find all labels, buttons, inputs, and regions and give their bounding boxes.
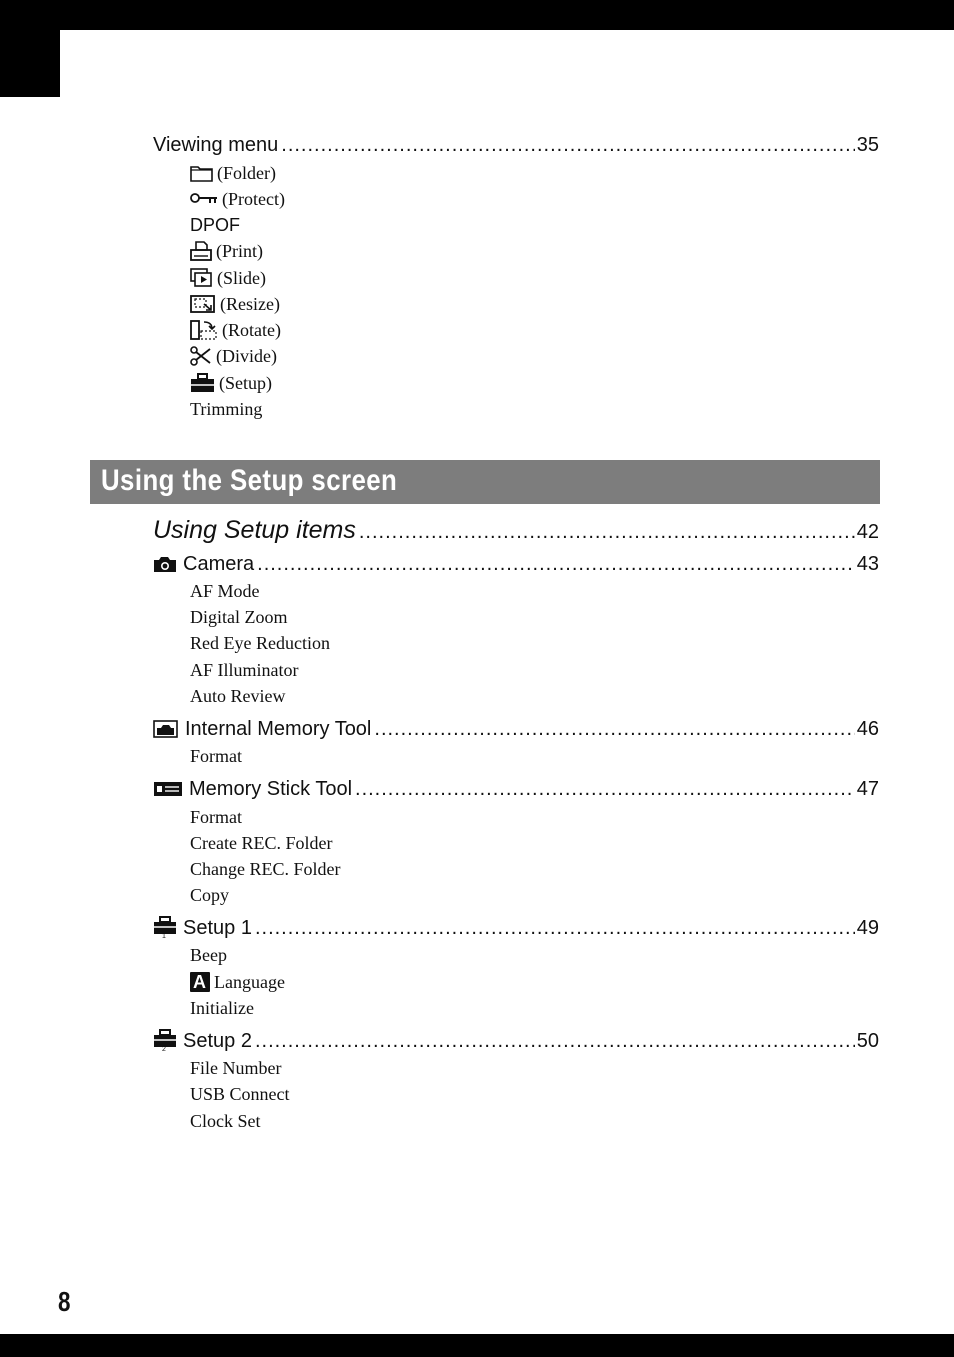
sub-item-label: (Print) bbox=[216, 241, 263, 261]
sub-item-label: Create REC. Folder bbox=[190, 833, 333, 853]
sub-item-label: Change REC. Folder bbox=[190, 859, 341, 879]
sub-item-af-mode[interactable] bbox=[190, 580, 260, 602]
sub-item-clock-set[interactable] bbox=[190, 1110, 261, 1132]
print-icon bbox=[190, 241, 212, 261]
scissors-icon bbox=[190, 346, 212, 366]
sub-item-digital-zoom[interactable] bbox=[190, 606, 288, 628]
toc-page: 43 bbox=[856, 553, 879, 575]
sub-item-slide[interactable] bbox=[190, 267, 266, 289]
toc-page: 47 bbox=[856, 778, 879, 800]
sub-item-print[interactable] bbox=[190, 240, 263, 262]
key-icon bbox=[190, 192, 218, 206]
sub-item-folder[interactable] bbox=[190, 162, 276, 184]
sub-item-create-rec-folder[interactable] bbox=[190, 832, 332, 854]
toc-viewing-menu[interactable] bbox=[153, 133, 879, 157]
sub-item-resize[interactable] bbox=[190, 293, 280, 315]
rotate-icon bbox=[190, 319, 218, 341]
sub-item-label: Red Eye Reduction bbox=[190, 633, 330, 653]
sub-item-label: File Number bbox=[190, 1058, 282, 1078]
toc-page: 46 bbox=[856, 718, 879, 740]
sub-item-rotate[interactable] bbox=[190, 319, 281, 341]
toc-page: 50 bbox=[856, 1030, 879, 1052]
toc-page: 42 bbox=[856, 521, 879, 543]
toc-memory-stick-tool[interactable] bbox=[153, 777, 879, 801]
resize-icon bbox=[190, 294, 216, 314]
sub-item-label: Clock Set bbox=[190, 1111, 261, 1131]
toc-label: Setup 2 bbox=[183, 1030, 252, 1052]
section-heading-bar bbox=[90, 460, 880, 504]
toc-label: Internal Memory Tool bbox=[185, 718, 372, 740]
sub-item-setup[interactable] bbox=[190, 372, 272, 394]
toc-setup-2[interactable] bbox=[153, 1029, 879, 1053]
top-bar bbox=[0, 0, 954, 30]
sub-item-usb-connect[interactable] bbox=[190, 1083, 290, 1105]
sub-item-label: Format bbox=[190, 807, 242, 827]
sub-item-label: Auto Review bbox=[190, 686, 286, 706]
sub-item-divide[interactable] bbox=[190, 345, 277, 367]
language-icon bbox=[190, 972, 210, 992]
setup-1-icon bbox=[153, 916, 177, 940]
sub-item-change-rec-folder[interactable] bbox=[190, 858, 341, 880]
internal-memory-icon bbox=[153, 719, 179, 739]
sub-item-format[interactable] bbox=[190, 806, 242, 828]
toc-label: Camera bbox=[183, 553, 255, 575]
sub-item-label: Format bbox=[190, 746, 242, 766]
bottom-bar bbox=[0, 1334, 954, 1357]
toc-label: Using Setup items bbox=[153, 516, 356, 544]
sub-item-label: Copy bbox=[190, 885, 230, 905]
dot-leader bbox=[257, 552, 855, 576]
sub-item-label: USB Connect bbox=[190, 1084, 290, 1104]
sub-item-language[interactable] bbox=[190, 971, 285, 993]
section-title: Using the Setup screen bbox=[101, 464, 398, 497]
setup-2-icon-number: 2 bbox=[162, 1046, 166, 1053]
setup-2-icon bbox=[153, 1029, 177, 1053]
sub-item-label: (Protect) bbox=[222, 189, 285, 209]
sub-item-label: (Slide) bbox=[217, 268, 266, 288]
sub-item-red-eye-reduction[interactable] bbox=[190, 632, 330, 654]
sub-item-af-illuminator[interactable] bbox=[190, 659, 299, 681]
toc-using-setup-items[interactable] bbox=[153, 518, 879, 544]
toc-label: Memory Stick Tool bbox=[189, 778, 353, 800]
sub-item-label: (Divide) bbox=[216, 346, 277, 366]
corner-tab bbox=[0, 30, 60, 97]
sub-item-label: AF Illuminator bbox=[190, 660, 299, 680]
camera-icon bbox=[153, 555, 177, 573]
sub-item-label: (Rotate) bbox=[222, 320, 281, 340]
sub-item-file-number[interactable] bbox=[190, 1057, 282, 1079]
folder-icon bbox=[190, 164, 213, 182]
sub-item-label: Beep bbox=[190, 945, 227, 965]
sub-item-label: Initialize bbox=[190, 998, 254, 1018]
memory-stick-icon bbox=[153, 780, 183, 798]
sub-item-label: (Setup) bbox=[219, 373, 272, 393]
sub-item-label: Digital Zoom bbox=[190, 607, 288, 627]
dot-leader bbox=[281, 133, 854, 157]
sub-item-protect[interactable] bbox=[190, 188, 285, 210]
sub-item-trimming[interactable] bbox=[190, 398, 262, 420]
toc-label: Setup 1 bbox=[183, 917, 252, 939]
dot-leader bbox=[255, 916, 855, 940]
toc-label: Viewing menu bbox=[153, 134, 279, 156]
toc-internal-memory-tool[interactable] bbox=[153, 717, 879, 741]
sub-item-label: (Folder) bbox=[217, 163, 276, 183]
dot-leader bbox=[355, 777, 855, 801]
sub-item-beep[interactable] bbox=[190, 944, 227, 966]
toc-setup-1[interactable] bbox=[153, 916, 879, 940]
toc-camera[interactable] bbox=[153, 552, 879, 576]
dot-leader bbox=[255, 1029, 855, 1053]
dot-leader bbox=[359, 520, 855, 544]
toolbox-icon bbox=[190, 373, 215, 393]
sub-item-label: DPOF bbox=[190, 215, 241, 235]
sub-item-label: AF Mode bbox=[190, 581, 260, 601]
sub-item-format[interactable] bbox=[190, 745, 242, 767]
slide-icon bbox=[190, 268, 213, 288]
dot-leader bbox=[374, 717, 854, 741]
toc-page: 35 bbox=[856, 134, 879, 156]
sub-item-initialize[interactable] bbox=[190, 997, 254, 1019]
language-icon-letter: A bbox=[193, 972, 206, 992]
sub-item-copy[interactable] bbox=[190, 884, 229, 906]
toc-page: 49 bbox=[856, 917, 879, 939]
page-number: 8 bbox=[58, 1286, 71, 1317]
sub-item-label: (Resize) bbox=[220, 294, 280, 314]
sub-item-label: Language bbox=[214, 972, 285, 992]
sub-item-dpof[interactable] bbox=[190, 214, 240, 236]
sub-item-label: Trimming bbox=[190, 399, 263, 419]
sub-item-auto-review[interactable] bbox=[190, 685, 285, 707]
setup-1-icon-number: 1 bbox=[162, 933, 166, 940]
